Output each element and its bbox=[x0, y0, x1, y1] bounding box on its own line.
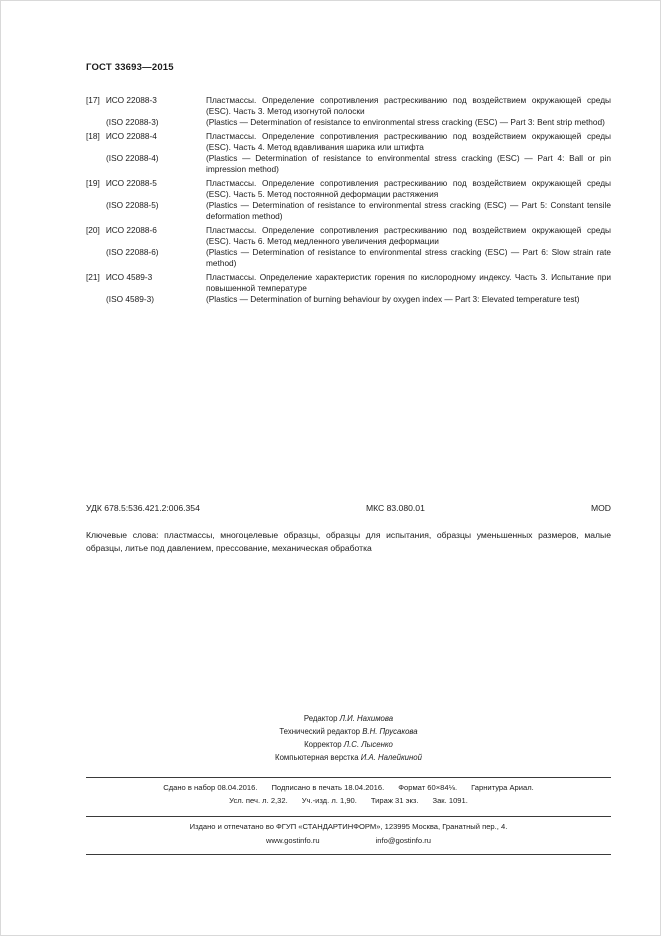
reference-code-ru bbox=[86, 272, 206, 283]
reference-description-ru: Пластмассы. Определение сопротивления растрескиванию под воздействием окружающей среды (ESC). Часть 6. Метод медленного увеличения деформации bbox=[206, 225, 611, 246]
divider-above-imprint bbox=[86, 777, 611, 778]
bibliography-entry bbox=[86, 178, 611, 222]
credit-name: И.А. Налейкиной bbox=[360, 753, 422, 762]
credit-line bbox=[86, 725, 611, 738]
reference-description-en: (Plastics — Determination of resistance to environmental stress cracking (ESC) — Part 5: Constant tensile deformation method) bbox=[206, 200, 611, 221]
reference-number: [20] bbox=[86, 225, 100, 235]
reference-code-ru bbox=[86, 225, 206, 236]
credit-line bbox=[86, 712, 611, 725]
reference-description-en: (Plastics — Determination of resistance to environmental stress cracking (ESC) — Part 4: Ball or pin impression method) bbox=[206, 153, 611, 174]
bibliography-list bbox=[86, 95, 611, 308]
imprint-segment: Зак. 1091. bbox=[432, 796, 468, 805]
publisher-email: info@gostinfo.ru bbox=[375, 836, 432, 845]
iso-code-ru: ИСО 22088-4 bbox=[105, 131, 157, 141]
credit-name: В.Н. Прусакова bbox=[362, 727, 418, 736]
reference-description-ru: Пластмассы. Определение сопротивления растрескиванию под воздействием окружающей среды (ESC). Часть 5. Метод постоянной деформации растяжения bbox=[206, 178, 611, 199]
reference-number: [19] bbox=[86, 178, 100, 188]
doc-number-header: ГОСТ 33693—2015 bbox=[86, 62, 174, 73]
udk-code: УДК 678.5:536.421.2:006.354 bbox=[86, 503, 200, 513]
bibliography-entry bbox=[86, 95, 611, 128]
mod-label: MOD bbox=[590, 503, 611, 513]
imprint-line-2 bbox=[86, 796, 611, 805]
imprint-segment: Сдано в набор 08.04.2016. bbox=[163, 783, 258, 792]
reference-number: [21] bbox=[86, 272, 100, 282]
imprint-segment: Уч.-изд. л. 1,90. bbox=[301, 796, 357, 805]
divider-below-publisher bbox=[86, 854, 611, 855]
imprint-segment: Гарнитура Ариал. bbox=[471, 783, 534, 792]
iso-code-ru: ИСО 22088-3 bbox=[105, 95, 157, 105]
imprint-line-1 bbox=[86, 783, 611, 792]
publisher-website: www.gostinfo.ru bbox=[265, 836, 320, 845]
publisher-links bbox=[86, 836, 611, 845]
iso-code-ru: ИСО 22088-6 bbox=[105, 225, 157, 235]
reference-code-ru bbox=[86, 131, 206, 142]
iso-code-en: (ISO 22088-6) bbox=[106, 247, 159, 257]
bibliography-entry bbox=[86, 225, 611, 269]
credit-name: Л.С. Лысенко bbox=[343, 740, 393, 749]
iso-code-en: (ISO 22088-3) bbox=[106, 117, 159, 127]
mks-code: МКС 83.080.01 bbox=[365, 503, 425, 513]
credits-block bbox=[86, 712, 611, 764]
reference-code-ru bbox=[86, 178, 206, 189]
imprint-segment: Тираж 31 экз. bbox=[370, 796, 419, 805]
reference-description-ru: Пластмассы. Определение сопротивления растрескиванию под воздействием окружающей среды (ESC). Часть 4. Метод вдавливания шарика или штифта bbox=[206, 131, 611, 152]
imprint-segment: Усл. печ. л. 2,32. bbox=[229, 796, 288, 805]
credit-role: Технический редактор bbox=[279, 727, 361, 736]
reference-code-ru bbox=[86, 95, 206, 106]
reference-description-en: (Plastics — Determination of burning behaviour by oxygen index — Part 3: Elevated temperature test) bbox=[206, 294, 580, 304]
credit-line bbox=[86, 751, 611, 764]
classification-row bbox=[86, 503, 611, 513]
bibliography-entry bbox=[86, 131, 611, 175]
credit-name: Л.И. Нахимова bbox=[339, 714, 394, 723]
reference-description-en: (Plastics — Determination of resistance to environmental stress cracking (ESC) — Part 6: Slow strain rate method) bbox=[206, 247, 611, 268]
credit-line bbox=[86, 738, 611, 751]
credit-role: Компьютерная верстка bbox=[275, 753, 359, 762]
bibliography-entry bbox=[86, 272, 611, 305]
reference-number: [17] bbox=[86, 95, 100, 105]
iso-code-en: (ISO 22088-4) bbox=[106, 153, 159, 163]
reference-description-ru: Пластмассы. Определение сопротивления растрескиванию под воздействием окружающей среды (ESC). Часть 3. Метод изогнутой полоски bbox=[206, 95, 611, 116]
keywords-paragraph: Ключевые слова: пластмассы, многоцелевые образцы, образцы для испытания, образцы уменьшенных размеров, малые образцы, литье под давлением, прессование, механическая обработка bbox=[86, 530, 611, 553]
publisher-address: Издано и отпечатано во ФГУП «СТАНДАРТИНФОРМ», 123995 Москва, Гранатный пер., 4. bbox=[189, 822, 508, 831]
iso-code-ru: ИСО 4589-3 bbox=[105, 272, 153, 282]
imprint-segment: Формат 60×84⅛. bbox=[398, 783, 458, 792]
iso-code-en: (ISO 4589-3) bbox=[106, 294, 154, 304]
imprint-segment: Подписано в печать 18.04.2016. bbox=[271, 783, 385, 792]
iso-code-ru: ИСО 22088-5 bbox=[105, 178, 157, 188]
reference-description-en: (Plastics — Determination of resistance to environmental stress cracking (ESC) — Part 3: Bent strip method) bbox=[206, 117, 605, 127]
credit-role: Редактор bbox=[303, 714, 338, 723]
divider-above-publisher bbox=[86, 816, 611, 817]
credit-role: Корректор bbox=[304, 740, 342, 749]
iso-code-en: (ISO 22088-5) bbox=[106, 200, 159, 210]
reference-description-ru: Пластмассы. Определение характеристик горения по кислородному индексу. Часть 3. Испытание при повышенной температуре bbox=[206, 272, 611, 293]
reference-number: [18] bbox=[86, 131, 100, 141]
